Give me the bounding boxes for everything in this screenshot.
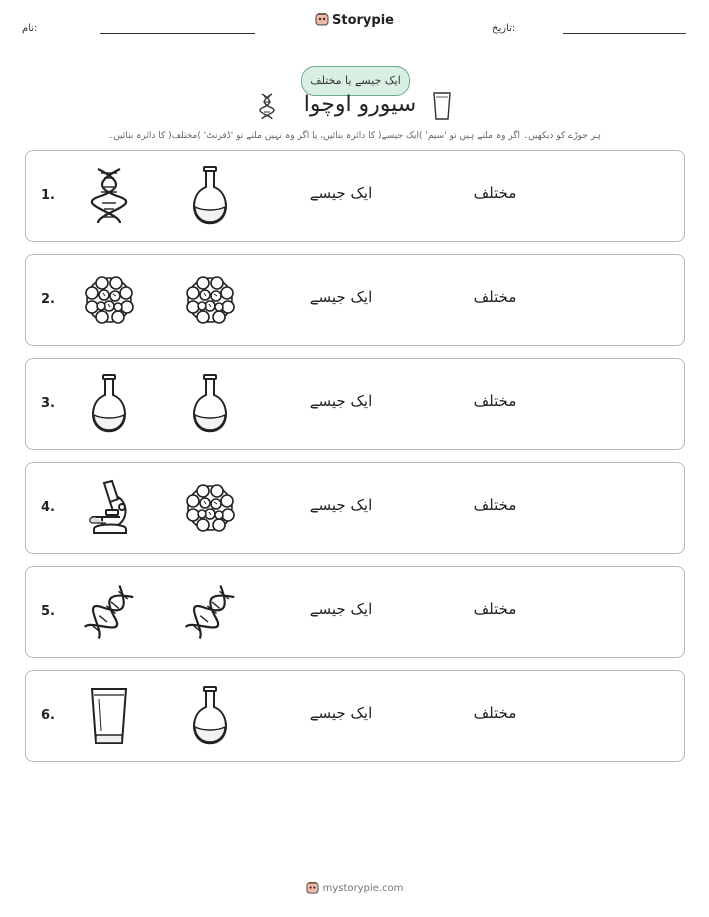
cell-cluster-icon	[183, 269, 237, 331]
name-label: نام:	[22, 23, 38, 34]
name-line[interactable]	[100, 33, 255, 34]
same-or-different-badge: ایک جیسے یا مختلف	[301, 66, 410, 96]
row-number: 3.	[41, 396, 55, 411]
dna-diagonal-icon	[82, 581, 136, 643]
same-option[interactable]: ایک جیسے	[309, 600, 373, 618]
dna-diagonal-icon	[183, 581, 237, 643]
dna-icon	[82, 165, 136, 227]
flask-icon	[183, 165, 237, 227]
exercise-row-3	[25, 358, 685, 450]
exercise-row-5	[25, 566, 685, 658]
same-option[interactable]: ایک جیسے	[309, 392, 373, 410]
footer	[0, 881, 709, 894]
brand-name: Storypie	[332, 13, 394, 28]
flask-icon	[82, 373, 136, 435]
brand	[0, 12, 709, 28]
different-option[interactable]: مختلف	[473, 600, 517, 618]
title-glass-icon	[432, 91, 452, 121]
same-option[interactable]: ایک جیسے	[309, 496, 373, 514]
microscope-icon	[82, 477, 136, 539]
same-option[interactable]: ایک جیسے	[309, 184, 373, 202]
exercise-row-4	[25, 462, 685, 554]
same-option[interactable]: ایک جیسے	[309, 288, 373, 306]
different-option[interactable]: مختلف	[473, 704, 517, 722]
different-option[interactable]: مختلف	[473, 184, 517, 202]
row-number: 1.	[41, 188, 55, 203]
date-line[interactable]	[563, 33, 686, 34]
date-label: تاریخ:	[492, 23, 516, 34]
cell-cluster-icon	[82, 269, 136, 331]
storypie-logo-icon	[315, 12, 329, 26]
exercise-row-1	[25, 150, 685, 242]
flask-icon	[183, 373, 237, 435]
instructions: ہر جوڑے کو دیکھیں۔ اگر وہ ملتے ہیں تو 'سیم' )ایک جیسے( کا دائرہ بنائیں، یا اگر وہ نہیں ملتے تو 'ڈفرنٹ' )مختلف( کا دائرہ بنائیں۔	[108, 131, 601, 141]
storypie-logo-icon	[306, 881, 319, 894]
row-number: 5.	[41, 604, 55, 619]
same-option[interactable]: ایک جیسے	[309, 704, 373, 722]
title-dna-icon	[258, 92, 276, 120]
page-title: سیورو اوچوا	[303, 92, 417, 117]
cell-cluster-icon	[183, 477, 237, 539]
row-number: 2.	[41, 292, 55, 307]
footer-url[interactable]: mystorypie.com	[322, 883, 404, 894]
row-number: 4.	[41, 500, 55, 515]
different-option[interactable]: مختلف	[473, 288, 517, 306]
different-option[interactable]: مختلف	[473, 496, 517, 514]
glass-icon	[82, 685, 136, 747]
exercise-row-6	[25, 670, 685, 762]
exercise-row-2	[25, 254, 685, 346]
different-option[interactable]: مختلف	[473, 392, 517, 410]
flask-icon	[183, 685, 237, 747]
row-number: 6.	[41, 708, 55, 723]
